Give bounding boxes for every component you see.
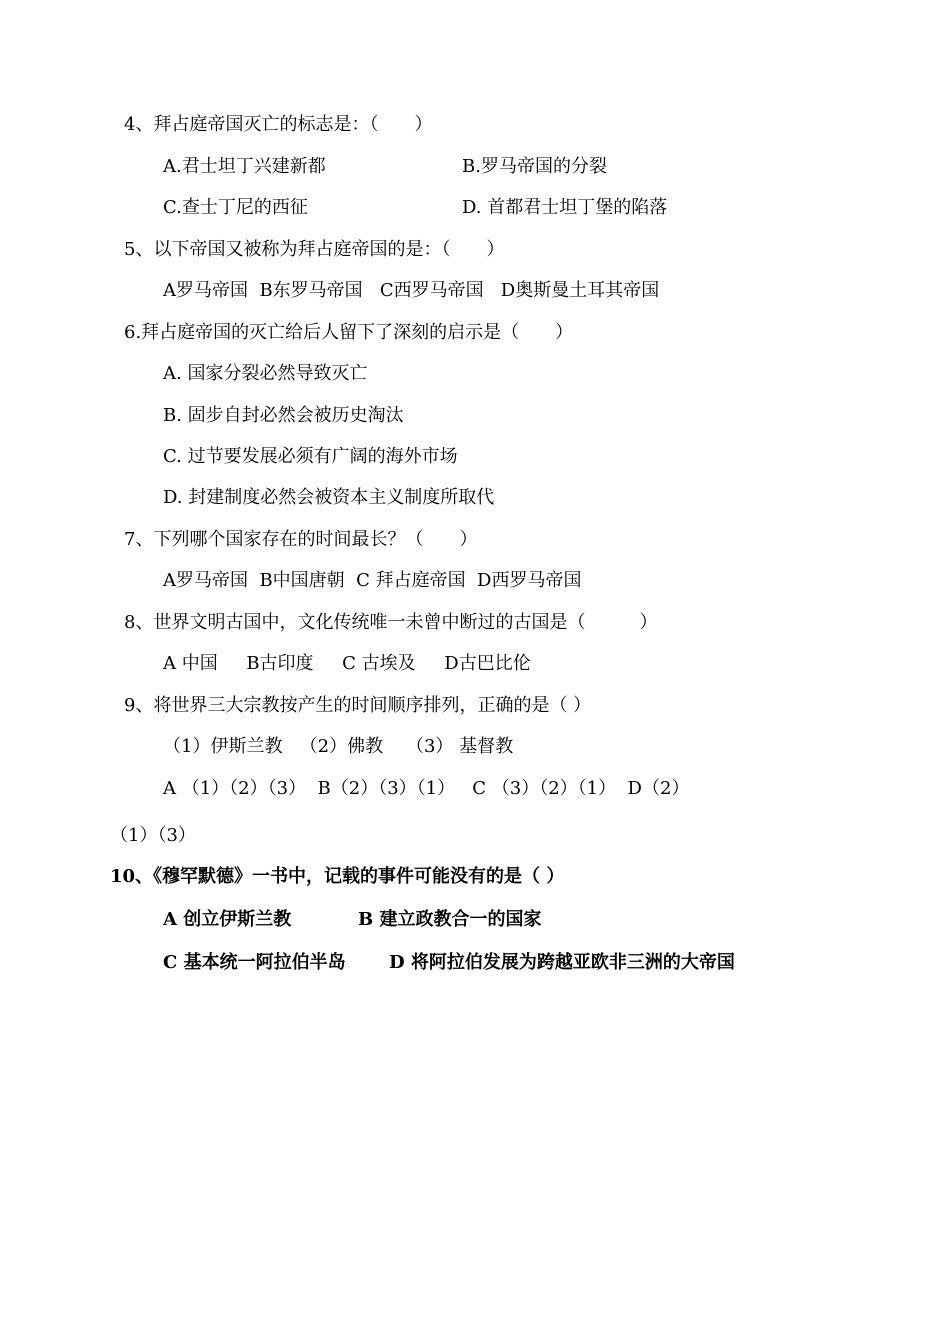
question-5-stem: 5、以下帝国又被称为拜占庭帝国的是：（ ）: [124, 239, 505, 260]
question-4-option-a: A.君士坦丁兴建新都: [163, 156, 326, 177]
question-10-option-d: D 将阿拉伯发展为跨越亚欧非三洲的大帝国: [389, 952, 735, 973]
question-10-option-b: B 建立政教合一的国家: [358, 909, 542, 930]
question-5-options: A罗马帝国 B东罗马帝国 C西罗马帝国 D奥斯曼土耳其帝国: [163, 280, 660, 301]
question-4-option-c: C.查士丁尼的西征: [163, 197, 308, 218]
question-10-stem: 10、《穆罕默德》一书中，记载的事件可能没有的是（ ）: [110, 866, 565, 887]
question-8-options: A 中国 B古印度 C 古埃及 D古巴比伦: [163, 653, 531, 674]
question-6-option-d: D. 封建制度必然会被资本主义制度所取代: [163, 487, 495, 508]
question-8-stem: 8、世界文明古国中，文化传统唯一未曾中断过的古国是（ ）: [124, 612, 658, 633]
question-6-option-c: C. 过节要发展必须有广阔的海外市场: [163, 446, 458, 467]
question-9-options-wrap: （1）（3）: [110, 825, 196, 846]
question-9-stem: 9、将世界三大宗教按产生的时间顺序排列，正确的是（ ）: [124, 695, 592, 716]
question-6-stem: 6.拜占庭帝国的灭亡给后人留下了深刻的启示是（ ）: [124, 322, 574, 343]
question-9-items: （1）伊斯兰教 （2）佛教 （3） 基督教: [163, 736, 514, 757]
question-4-stem: 4、拜占庭帝国灭亡的标志是：（ ）: [124, 114, 433, 135]
question-6-option-a: A. 国家分裂必然导致灭亡: [163, 363, 368, 384]
question-7-options: A罗马帝国 B中国唐朝 C 拜占庭帝国 D西罗马帝国: [163, 570, 582, 591]
question-10-option-a: A 创立伊斯兰教: [163, 909, 292, 930]
question-7-stem: 7、下列哪个国家存在的时间最长？（ ）: [124, 529, 478, 550]
question-9-options: A （1）（2）（3） B（2）（3）（1） C （3）（2）（1） D（2）: [163, 778, 690, 799]
question-6-option-b: B. 固步自封必然会被历史淘汰: [163, 405, 404, 426]
question-10-option-c: C 基本统一阿拉伯半岛: [163, 952, 346, 973]
question-4-option-b: B.罗马帝国的分裂: [462, 156, 607, 177]
question-4-option-d: D. 首都君士坦丁堡的陷落: [462, 197, 668, 218]
